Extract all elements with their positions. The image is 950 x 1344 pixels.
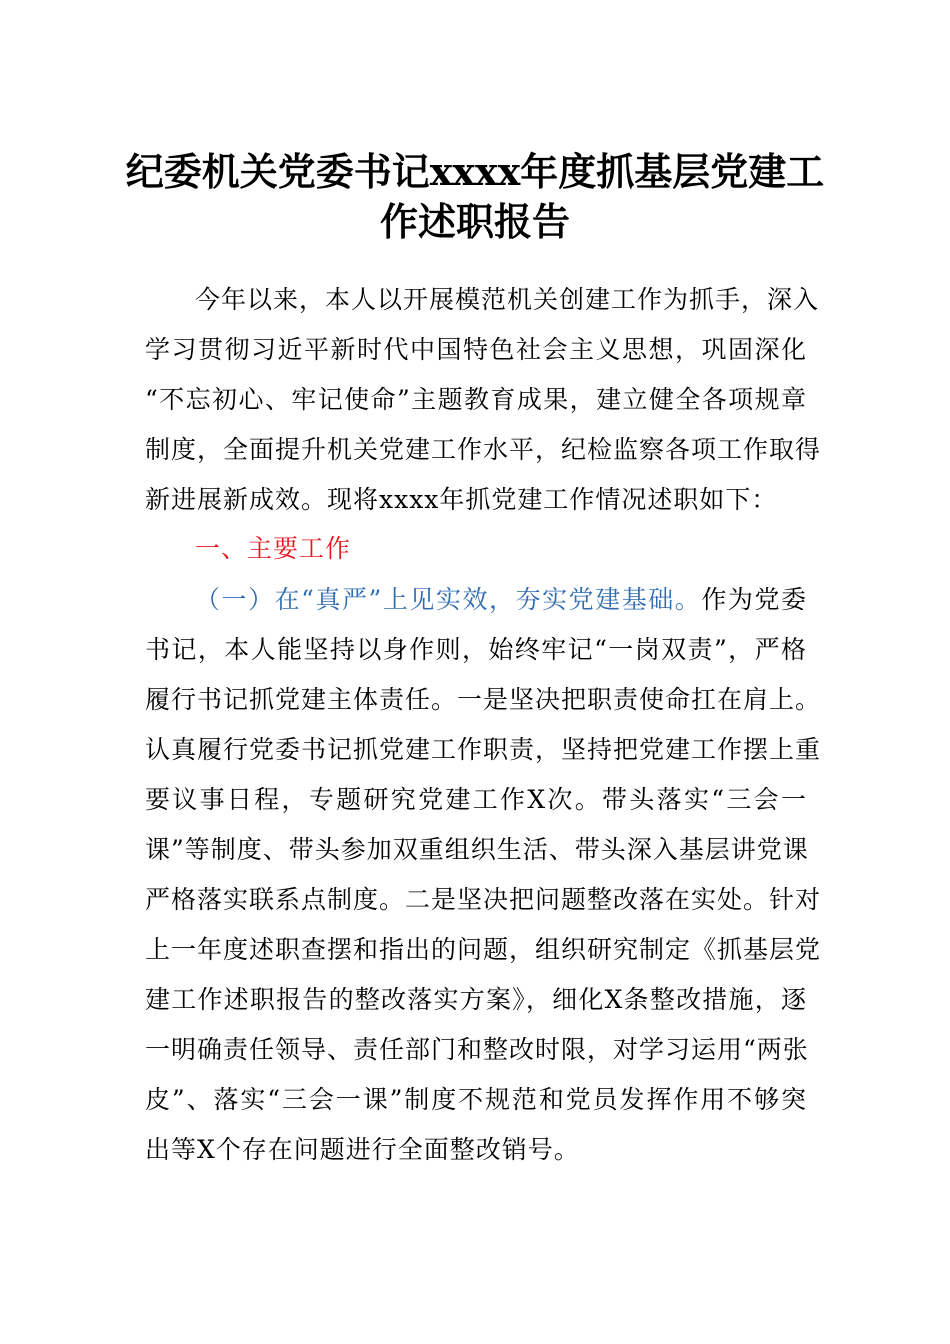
body-line: 一明确责任领导、责任部门和整改时限，对学习运用“两张 <box>145 1035 809 1064</box>
subsection-first-line-text: 作为党委 <box>701 585 807 614</box>
document-title-line-2: 作述职报告 <box>379 199 570 244</box>
intro-paragraph-line: 制度，全面提升机关党建工作水平，纪检监察各项工作取得 <box>145 435 822 464</box>
body-line: 课”等制度、带头参加双重组织生活、带头深入基层讲党课 <box>145 835 809 864</box>
intro-paragraph-line: 新进展新成效。现将xxxx年抓党建工作情况述职如下： <box>145 485 778 514</box>
subsection-heading: （一）在“真严”上见实效，夯实党建基础。 <box>195 585 702 614</box>
document-title-line-1: 纪委机关党委书记xxxx年度抓基层党建工 <box>125 149 825 194</box>
body-line: 要议事日程，专题研究党建工作X次。带头落实“三会一 <box>145 785 807 814</box>
section-heading-main-work: 一、主要工作 <box>195 534 352 563</box>
body-line: 严格落实联系点制度。二是坚决把问题整改落在实处。针对 <box>145 885 822 914</box>
intro-paragraph-line: 学习贯彻习近平新时代中国特色社会主义思想，巩固深化 <box>145 335 807 364</box>
body-line: 认真履行党委书记抓党建工作职责，坚持把党建工作摆上重 <box>145 735 822 764</box>
body-line: 皮”、落实“三会一课”制度不规范和党员发挥作用不够突 <box>145 1085 807 1114</box>
body-line: 书记，本人能坚持以身作则，始终牢记“一岗双责”，严格 <box>145 635 807 664</box>
body-line: 上一年度述职查摆和指出的问题，组织研究制定《抓基层党 <box>145 935 822 964</box>
body-line: 出等X个存在问题进行全面整改销号。 <box>145 1135 580 1164</box>
subsection-first-line <box>195 575 807 625</box>
intro-paragraph-line: “不忘初心、牢记使命”主题教育成果，建立健全各项规章 <box>145 385 807 414</box>
intro-paragraph-line: 今年以来，本人以开展模范机关创建工作为抓手，深入 <box>195 285 820 314</box>
body-line: 建工作述职报告的整改落实方案》，细化X条整改措施，逐 <box>145 985 807 1014</box>
body-line: 履行书记抓党建主体责任。一是坚决把职责使命扛在肩上。 <box>145 685 822 714</box>
